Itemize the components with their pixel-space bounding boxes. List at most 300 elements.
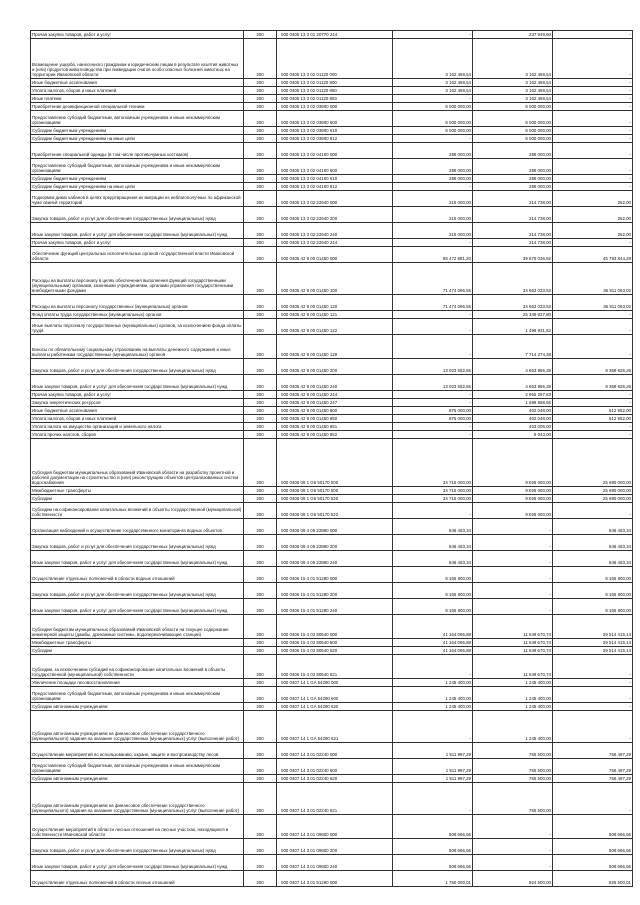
row-kbk: 000 0406 08 4 05 22890 000 [277,519,393,535]
row-unexecuted: 25 690 000,00 [553,439,633,487]
row-executed: 3 162 459,54 [473,87,553,95]
row-kbk: 000 0405 13 3 02 01120 800 [277,79,393,87]
row-executed: 755 500,00 [473,759,553,775]
row-executed: 314 738,00 [473,207,553,223]
row-code: 200 [244,111,277,127]
row-name: Субсидия бюджетам муниципальных образований Ивановской области на разработку проектной и рабочей документации на строительство и (или) реконструкцию объектов централизованных систем водоснабжения [31,439,244,487]
row-approved: 546 463,34 [393,519,473,535]
row-unexecuted: 25 690 000,00 [553,495,633,503]
row-code: 200 [244,567,277,583]
row-kbk: 000 0407 14 3 01 02240 621 [277,783,393,815]
row-code: 200 [244,263,277,295]
row-kbk: 000 0406 08 1 G6 50170 500 [277,487,393,495]
table-row [31,31,633,39]
table-body [31,31,633,887]
row-approved: 506 666,66 [393,855,473,871]
row-name: Прочая закупка товаров, работ и услуг [31,391,244,399]
row-approved: 6 000 000,00 [393,111,473,127]
table-row [31,567,633,583]
row-unexecuted: 756 487,29 [553,743,633,759]
row-approved: - [393,311,473,319]
row-kbk: 000 0405 13 3 02 22940 200 [277,207,393,223]
row-kbk: 000 0407 14 1 GA 54290 000 [277,679,393,687]
row-executed: - [473,535,553,551]
row-code: 200 [244,583,277,599]
row-approved: - [393,183,473,191]
row-name: Приобретение дезинфекционной специальной техники [31,103,244,111]
row-unexecuted: - [553,103,633,111]
row-kbk: 000 0407 14 3 01 02240 620 [277,775,393,783]
row-code: 200 [244,31,277,39]
row-kbk: 000 0405 42 9 00 01450 200 [277,359,393,375]
row-code: 200 [244,871,277,887]
row-executed: 11 649 670,74 [473,655,553,679]
row-kbk: 000 0407 14 3 01 02240 000 [277,743,393,759]
row-kbk: 000 0407 14 3 01 02240 600 [277,759,393,775]
row-kbk: 000 0405 13 3 02 03900 610 [277,127,393,135]
row-name: Иные закупки товаров, работ и услуг для обеспечения государственных (муниципальных) нужд [31,375,244,391]
row-executed: 453 005,00 [473,423,553,431]
row-code: 200 [244,183,277,191]
row-unexecuted: - [553,79,633,87]
row-kbk: 000 0405 13 3 02 03900 000 [277,103,393,111]
row-executed: 1 498 931,52 [473,319,553,335]
row-name: Закупка энергетических ресурсов [31,399,244,407]
table-row [31,495,633,503]
row-unexecuted: - [553,783,633,815]
row-code: 200 [244,79,277,87]
row-approved: 6 000 000,00 [393,103,473,111]
row-approved: - [393,655,473,679]
row-executed: 314 738,00 [473,223,553,239]
row-unexecuted: 546 463,34 [553,535,633,551]
table-row [31,551,633,567]
row-name: Субсидии бюджетным учреждениям на иные цели [31,135,244,143]
row-approved: 3 162 459,54 [393,87,473,95]
row-unexecuted: - [553,431,633,439]
row-approved: 975 000,00 [393,407,473,415]
row-unexecuted: 45 793 844,28 [553,247,633,263]
row-executed: 9 043,00 [473,431,553,439]
row-name: Прочая закупка товаров, работ и услуг [31,239,244,247]
row-approved: 34 715 000,00 [393,439,473,487]
row-executed: 9 025 000,00 [473,503,553,519]
row-kbk: 000 0406 15 4 01 51280 240 [277,599,393,615]
row-approved: 288 000,00 [393,175,473,183]
table-row [31,207,633,223]
table-row [31,39,633,79]
row-unexecuted: 6 165 800,00 [553,599,633,615]
row-code: 200 [244,127,277,135]
row-unexecuted: 512 952,00 [553,415,633,423]
row-name: Межбюджетные трансферты [31,639,244,647]
row-kbk: 000 0407 14 1 GA 54290 600 [277,687,393,703]
table-row [31,223,633,239]
row-kbk: 000 0406 15 4 02 80540 000 [277,615,393,639]
row-approved: - [393,503,473,519]
row-code: 200 [244,239,277,247]
row-kbk: 000 0406 08 4 05 22890 200 [277,535,393,551]
row-name: Субсидии бюджетным учреждениям на иные цели [31,183,244,191]
row-code: 200 [244,375,277,391]
row-name: Иные закупки товаров, работ и услуг для обеспечения государственных (муниципальных) нужд [31,599,244,615]
row-approved: 288 000,00 [393,143,473,159]
row-code: 200 [244,175,277,183]
row-name: Предоставление субсидий бюджетным, автономным учреждениям и иным некоммерческим организациям [31,759,244,775]
row-name: Фонд оплаты труда государственных (муниципальных) органов [31,311,244,319]
row-name: Субсидии автономным учреждениям на финансовое обеспечение государственного (муниципального) задания на оказание государственных (муниципальных) услуг (выполнение работ) [31,783,244,815]
row-executed: 6 000 000,00 [473,127,553,135]
row-approved: - [393,319,473,335]
row-approved: 1 511 987,29 [393,775,473,783]
row-name: Уплата налогов, сборов и иных платежей [31,87,244,95]
row-unexecuted: 825 500,01 [553,871,633,887]
row-executed: 462 048,00 [473,407,553,415]
table-row [31,239,633,247]
row-unexecuted: - [553,399,633,407]
row-unexecuted: 756 487,29 [553,759,633,775]
row-code: 200 [244,311,277,319]
row-executed: 755 500,00 [473,743,553,759]
table-row [31,759,633,775]
table-row [31,423,633,431]
row-kbk: 000 0407 14 3 01 09900 240 [277,855,393,871]
row-executed: 11 649 670,74 [473,639,553,647]
table-row [31,599,633,615]
row-unexecuted: - [553,655,633,679]
table-row [31,519,633,535]
row-approved: - [393,423,473,431]
row-unexecuted: - [553,319,633,335]
row-code: 200 [244,391,277,399]
row-name: Расходы на выплаты персоналу в целях обеспечения выполнения функций государственными (муниципальными) органами, казенными учреждениями, органами управления государственными внебюджетными фондами [31,263,244,295]
table-row [31,415,633,423]
row-kbk: 000 0405 13 3 02 04100 000 [277,143,393,159]
row-kbk: 000 0407 14 3 01 09900 000 [277,815,393,839]
row-unexecuted: - [553,391,633,399]
row-unexecuted: - [553,111,633,127]
row-unexecuted: 506 666,66 [553,815,633,839]
row-approved: 3 162 459,54 [393,39,473,79]
row-unexecuted: - [553,135,633,143]
row-kbk: 000 0405 42 9 00 01450 852 [277,431,393,439]
row-name: Иные закупки товаров, работ и услуг для обеспечения государственных (муниципальных) нужд [31,223,244,239]
row-kbk: 000 0406 08 4 05 22890 240 [277,551,393,567]
row-kbk: 000 0406 15 4 01 51280 200 [277,583,393,599]
row-unexecuted: - [553,423,633,431]
row-name: Прочая закупка товаров, работ и услуг [31,31,244,39]
row-kbk: 000 0405 13 3 02 22940 000 [277,191,393,207]
row-approved: 85 472 881,20 [393,247,473,263]
row-kbk: 000 0406 08 1 G6 50170 520 [277,495,393,503]
row-kbk: 000 0405 42 9 00 01450 850 [277,415,393,423]
table-row [31,639,633,647]
row-executed: 9 025 000,00 [473,495,553,503]
table-row [31,655,633,679]
row-executed: 288 000,00 [473,159,553,175]
row-unexecuted: 29 514 415,14 [553,647,633,655]
row-executed: 288 000,00 [473,183,553,191]
row-approved: - [393,431,473,439]
row-kbk: 000 0405 42 9 00 01450 247 [277,399,393,407]
row-name: Иные бюджетные ассигнования [31,79,244,87]
table-row [31,359,633,375]
row-name: Субсидии автономным учреждениям на финансовое обеспечение государственного (муниципального) задания на оказание государственных (муниципальных) услуг (выполнение работ) [31,711,244,743]
row-unexecuted: - [553,183,633,191]
table-row [31,159,633,175]
row-executed: - [473,583,553,599]
row-executed: 755 500,00 [473,775,553,783]
row-kbk: 000 0405 42 9 00 01450 100 [277,263,393,295]
row-kbk: 000 0405 13 3 02 01120 853 [277,95,393,103]
row-executed: - [473,551,553,567]
row-executed: 25 349 827,80 [473,311,553,319]
row-executed: 1 698 658,56 [473,399,553,407]
row-code: 200 [244,535,277,551]
row-approved: 34 715 000,00 [393,487,473,495]
row-approved: - [393,399,473,407]
row-kbk: 000 0405 13 3 02 04100 612 [277,183,393,191]
row-code: 200 [244,551,277,567]
row-unexecuted: - [553,143,633,159]
table-row [31,335,633,359]
row-unexecuted: - [553,679,633,687]
table-row [31,87,633,95]
row-executed: - [473,839,553,855]
row-name: Предоставление субсидий бюджетным, автономным учреждениям и иным некоммерческим организациям [31,111,244,127]
table-row [31,319,633,335]
row-unexecuted: 546 463,34 [553,551,633,567]
row-executed: 34 563 033,53 [473,295,553,311]
row-executed: - [473,855,553,871]
row-executed: 6 000 000,00 [473,103,553,111]
row-kbk: 000 0407 14 1 GA 54290 621 [277,711,393,743]
table-row [31,311,633,319]
table-row [31,743,633,759]
row-name: Закупка товаров, работ и услуг для обеспечения государственных (муниципальных) нужд [31,839,244,855]
row-unexecuted: 29 514 415,14 [553,615,633,639]
row-unexecuted: - [553,503,633,519]
row-name: Субсидия бюджетам муниципальных образований Ивановской области на текущее содержание инженерной защиты (дамбы, дренажные системы, водоперекачивающие станции) [31,615,244,639]
row-code: 200 [244,687,277,703]
row-code: 200 [244,223,277,239]
row-unexecuted: - [553,95,633,103]
table-row [31,815,633,839]
row-name: Межбюджетные трансферты [31,487,244,495]
row-unexecuted: 262,00 [553,191,633,207]
row-name: Осуществление отдельных полномочий в области водных отношений [31,567,244,583]
row-unexecuted: 6 165 800,00 [553,567,633,583]
row-kbk: 000 0407 14 3 01 51290 000 [277,871,393,887]
row-executed: 755 500,00 [473,783,553,815]
row-kbk: 000 0405 42 9 00 01450 121 [277,311,393,319]
row-executed: 1 245 400,00 [473,703,553,711]
row-executed: 6 000 000,00 [473,135,553,143]
row-name: Субсидии автономным учреждениям [31,703,244,711]
row-approved: 41 164 085,88 [393,615,473,639]
row-code: 200 [244,711,277,743]
row-code: 200 [244,855,277,871]
row-kbk: 000 0405 13 3 02 22940 240 [277,223,393,239]
row-code: 200 [244,743,277,759]
table-row [31,375,633,391]
row-unexecuted: 506 666,66 [553,839,633,855]
row-unexecuted: 8 369 626,26 [553,359,633,375]
row-executed: - [473,599,553,615]
table-row [31,775,633,783]
row-approved: 1 511 987,29 [393,759,473,775]
table-row [31,247,633,263]
row-code: 200 [244,431,277,439]
row-unexecuted: - [553,711,633,743]
row-unexecuted: 546 463,34 [553,519,633,535]
row-unexecuted: - [553,39,633,79]
table-row [31,583,633,599]
row-name: Осуществление отдельных полномочий в области лесных отношений [31,871,244,887]
row-approved: 975 000,00 [393,415,473,423]
row-name: Закупка товаров, работ и услуг для обеспечения государственных (муниципальных) нужд [31,583,244,599]
row-executed: 462 048,00 [473,415,553,423]
table-row [31,191,633,207]
row-unexecuted: 6 165 800,00 [553,583,633,599]
table-row [31,111,633,127]
row-approved: 6 165 800,00 [393,583,473,599]
row-name: Субсидии, за исключением субсидий на софинансирование капитальных вложений в объекты государственной (муниципальной) собственности [31,655,244,679]
row-executed: 9 025 000,00 [473,487,553,495]
row-name: Субсидии на софинансирование капитальных вложений в объекты государственной (муниципальной) собственности [31,503,244,519]
row-code: 200 [244,775,277,783]
row-kbk: 000 0405 42 9 00 01450 800 [277,407,393,415]
row-code: 200 [244,655,277,679]
table-row [31,687,633,703]
row-unexecuted: 36 911 063,02 [553,263,633,295]
row-name: Взносы по обязательному социальному страхованию на выплаты денежного содержания и иные выплаты работникам государственных (муниципальных) органов [31,335,244,359]
row-name: Предоставление субсидий бюджетным, автономным учреждениям и иным некоммерческим организациям [31,159,244,175]
row-kbk: 000 0407 14 1 GA 54290 620 [277,703,393,711]
row-name: Иные выплаты персоналу государственных (муниципальных) органов, за исключением фонда оплаты труда [31,319,244,335]
budget-execution-table [30,30,633,887]
row-kbk: 000 0405 13 3 02 03900 612 [277,135,393,143]
table-row [31,439,633,487]
row-name: Субсидии [31,647,244,655]
row-approved: 41 164 085,88 [393,639,473,647]
row-unexecuted: 262,00 [553,207,633,223]
table-row [31,391,633,399]
row-executed: 1 245 400,00 [473,679,553,687]
row-unexecuted: 512 952,00 [553,407,633,415]
row-name: Субсидии бюджетным учреждениям [31,127,244,135]
row-code: 200 [244,295,277,311]
row-kbk: 000 0407 14 3 01 09900 200 [277,839,393,855]
table-row [31,407,633,415]
row-approved: 546 463,34 [393,551,473,567]
row-kbk: 000 0405 42 9 00 01450 851 [277,423,393,431]
row-approved: 6 165 800,00 [393,567,473,583]
table-row [31,295,633,311]
row-code: 200 [244,415,277,423]
row-name: Осуществление мероприятий по использованию, охране, защите и воспроизводству лесов [31,743,244,759]
row-executed: 3 162 459,54 [473,79,553,87]
row-executed: 3 162 459,54 [473,39,553,79]
row-executed: 4 653 956,39 [473,359,553,375]
row-approved: 1 750 000,01 [393,871,473,887]
table-row [31,615,633,639]
row-code: 200 [244,39,277,79]
row-executed: 7 714 274,38 [473,335,553,359]
row-unexecuted: 29 514 415,14 [553,639,633,647]
row-unexecuted: - [553,127,633,135]
row-kbk: 000 0405 13 3 01 20770 244 [277,31,393,39]
table-row [31,503,633,519]
row-kbk: 000 0406 08 1 G6 50170 000 [277,439,393,487]
row-name: Иные бюджетные ассигнования [31,407,244,415]
row-kbk: 000 0406 15 4 02 80540 521 [277,655,393,679]
row-code: 200 [244,399,277,407]
row-kbk: 000 0405 13 3 02 03900 600 [277,111,393,127]
row-kbk: 000 0405 13 3 02 22940 244 [277,239,393,247]
row-approved: - [393,711,473,743]
row-unexecuted: - [553,687,633,703]
row-name: Увеличение площади лесовосстановления [31,679,244,687]
row-unexecuted: 8 369 626,26 [553,375,633,391]
table-row [31,855,633,871]
row-name: Осуществление мероприятий в области лесных отношений на лесных участках, находящихся в собственности Ивановской области [31,815,244,839]
row-kbk: 000 0405 42 9 00 01450 129 [277,335,393,359]
row-kbk: 000 0405 42 9 00 01450 244 [277,391,393,399]
row-approved: - [393,31,473,39]
row-executed: 2 955 297,83 [473,391,553,399]
row-name: Субсидии автономным учреждениям [31,775,244,783]
row-unexecuted: 506 666,66 [553,855,633,871]
row-unexecuted: - [553,175,633,183]
table-row [31,871,633,887]
row-approved: 288 000,00 [393,159,473,175]
row-code: 200 [244,135,277,143]
row-executed: 314 738,00 [473,191,553,207]
budget-table-page [30,30,631,887]
row-approved: 6 000 000,00 [393,127,473,135]
table-row [31,399,633,407]
row-kbk: 000 0405 13 3 02 01120 850 [277,87,393,95]
table-row [31,679,633,687]
row-code: 200 [244,599,277,615]
row-unexecuted: - [553,31,633,39]
table-row [31,95,633,103]
row-name: Уплата налога на имущество организаций и земельного налога [31,423,244,431]
row-executed: 6 000 000,00 [473,111,553,127]
row-code: 200 [244,247,277,263]
row-approved: 6 165 800,00 [393,599,473,615]
table-row [31,487,633,495]
row-name: Субсидии бюджетным учреждениям [31,175,244,183]
row-executed: - [473,815,553,839]
row-unexecuted: 25 690 000,00 [553,487,633,495]
row-kbk: 000 0405 42 9 00 01450 000 [277,247,393,263]
row-executed: 237 949,60 [473,31,553,39]
row-kbk: 000 0406 15 4 01 51280 000 [277,567,393,583]
table-row [31,263,633,295]
row-name: Иные закупки товаров, работ и услуг для обеспечения государственных (муниципальных) нужд [31,551,244,567]
table-row [31,703,633,711]
row-name: Расходы на выплаты персоналу государственных (муниципальных) органов [31,295,244,311]
table-row [31,535,633,551]
row-approved: - [393,135,473,143]
row-name: Возмещение ущерба, нанесенного гражданам и юридическим лицам в результате изъятия животных и (или) продуктов животноводства при ликвидации очагов особо опасных болезней животных на территории Ивановской области [31,39,244,79]
row-approved: 13 023 582,65 [393,375,473,391]
table-row [31,431,633,439]
row-approved: 13 023 582,65 [393,359,473,375]
row-code: 200 [244,503,277,519]
